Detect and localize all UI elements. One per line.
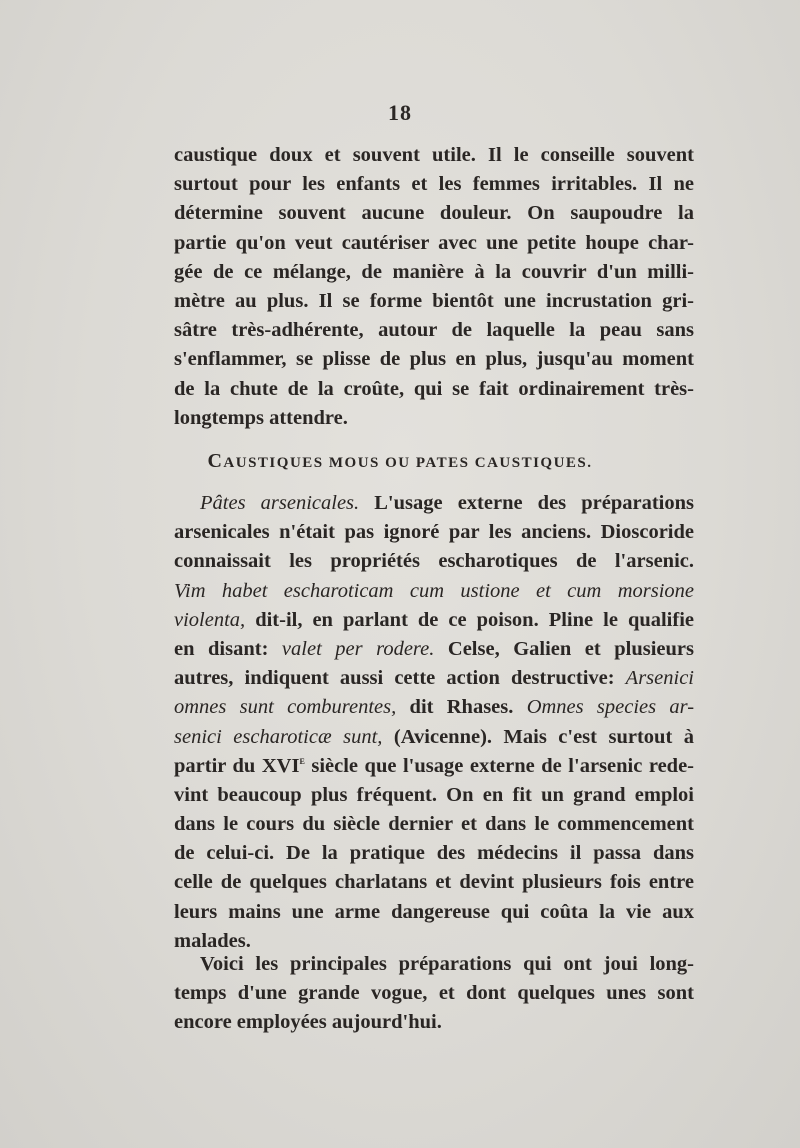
- text-line: longtemps attendre.: [174, 406, 348, 429]
- text-line: sâtre très-adhérente, autour de laquelle la peau sans: [174, 319, 694, 342]
- page-number: 18: [388, 100, 412, 125]
- text-line: leurs mains une arme dangereuse qui coûta la vie aux: [174, 900, 694, 923]
- century-numeral: [261, 752, 305, 777]
- text-line: [174, 489, 694, 518]
- text-line: surtout pour les enfants et les femmes irritables. Il ne: [174, 173, 694, 196]
- text-line: s'enflammer, se plisse de plus en plus, jusqu'au moment: [174, 348, 694, 371]
- emphasis: Pâtes arsenicales.: [200, 492, 360, 514]
- text-line: celle de quelques charlatans et devint plusieurs fois entre: [174, 871, 694, 894]
- text-line: caustique doux et souvent utile. Il le conseille souvent: [174, 144, 694, 166]
- text-line: Voici les principales préparations qui ont joui long-: [200, 953, 694, 975]
- text-line: de la chute de la croûte, qui se fait ordinairement très-: [174, 377, 694, 400]
- latin-quote: Arsenici: [625, 667, 694, 690]
- text-line: [174, 635, 694, 664]
- latin-quote: Omnes species ar-: [526, 696, 694, 719]
- text-run: L'usage externe des préparations: [374, 492, 694, 514]
- text-line: [174, 664, 694, 693]
- text-line: de celui-ci. De la pratique des médecins il passa dans: [174, 842, 694, 865]
- text-line: partie qu'on veut cautériser avec une petite houpe char-: [174, 231, 694, 254]
- text-line: dans le cours du siècle dernier et dans le commencement: [174, 813, 694, 836]
- text-line: détermine souvent aucune douleur. On saupoudre la: [174, 202, 694, 225]
- section-heading: [0, 450, 800, 473]
- text-line: encore employées aujourd'hui.: [174, 1011, 442, 1034]
- paragraph-3: [174, 950, 694, 1038]
- century-superscript: e: [299, 752, 305, 767]
- text-run: Celse, Galien et plusieurs: [447, 637, 694, 660]
- century-roman: XVI: [261, 754, 300, 777]
- text-line: gée de ce mélange, de manière à la couvrir d'un milli-: [174, 260, 694, 283]
- text-line: vint beaucoup plus fréquent. On en fit un grand emploi: [174, 783, 694, 806]
- text-run: autres, indiquent aussi cette action destructive:: [174, 667, 615, 690]
- latin-quote: senici escharoticæ sunt,: [174, 725, 383, 748]
- latin-quote: violenta,: [174, 608, 246, 631]
- text-run: en disant:: [174, 637, 269, 660]
- text-line: [174, 693, 694, 722]
- text-line: temps d'une grande vogue, et dont quelques unes sont: [174, 982, 694, 1005]
- text-run: dit Rhases.: [409, 696, 514, 719]
- latin-quote: valet per rodere.: [281, 637, 435, 660]
- paragraph-2: [174, 489, 694, 956]
- latin-quote: omnes sunt comburentes,: [174, 696, 397, 719]
- text-run: partir du: [174, 754, 256, 777]
- text-line: malades.: [174, 929, 251, 952]
- text-line: [174, 577, 694, 606]
- text-run: siècle que l'usage externe de l'arsenic rede-: [311, 754, 694, 777]
- text-run: dit-il, en parlant de ce poison. Pline le qualifie: [255, 608, 694, 631]
- text-run: (Avicenne). Mais c'est surtout à: [393, 725, 694, 748]
- section-heading-text: CAUSTIQUES MOUS OU PATES CAUSTIQUES.: [207, 450, 593, 472]
- text-line: mètre au plus. Il se forme bientôt une incrustation gri-: [174, 289, 694, 312]
- latin-quote: Vim habet escharoticam cum ustione et cum morsione: [174, 579, 694, 602]
- paragraph-1: [174, 141, 694, 433]
- text-line: [174, 752, 694, 781]
- text-line: connaissait les propriétés escharotiques de l'arsenic.: [174, 550, 694, 573]
- text-line: [174, 723, 694, 752]
- text-line: arsenicales n'était pas ignoré par les anciens. Dioscoride: [174, 521, 694, 544]
- text-line: [174, 606, 694, 635]
